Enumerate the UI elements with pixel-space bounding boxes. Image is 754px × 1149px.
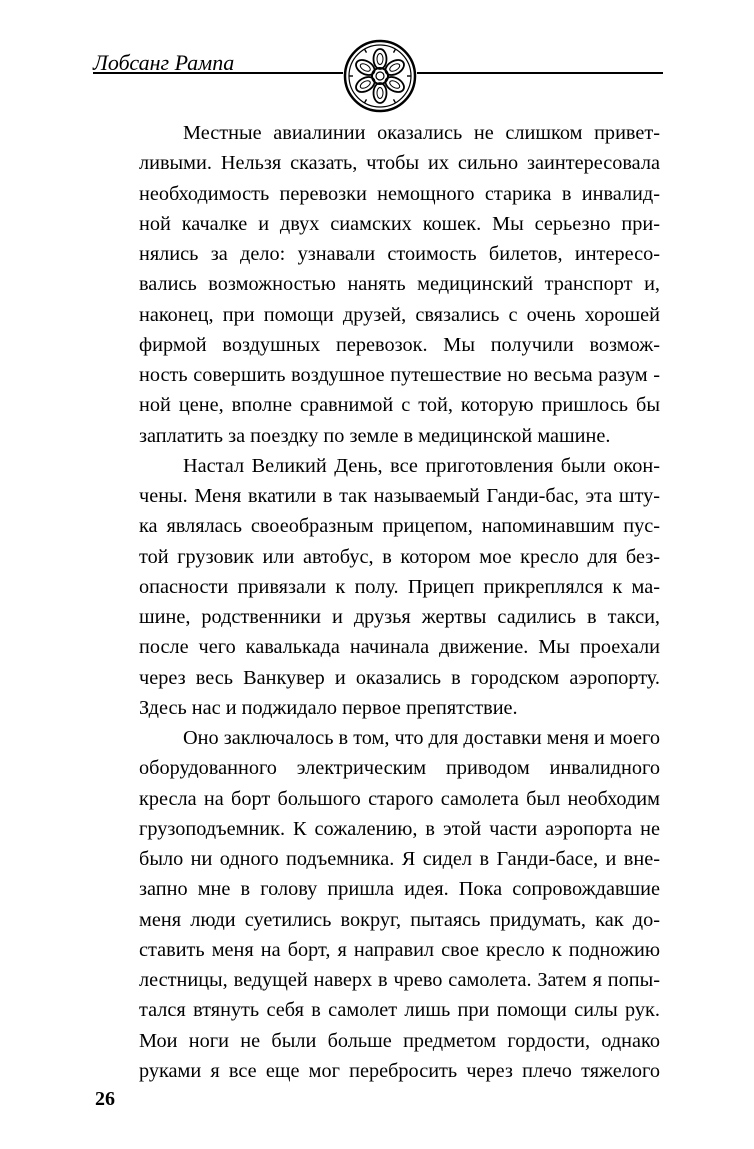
header-rule-right (417, 72, 663, 74)
text-line: лестницы, ведущей наверх в чрево самолета. Затем я попы- (139, 969, 660, 991)
text-line: фирмой воздушных перевозок. Мы получили возмож- (139, 333, 660, 356)
paragraph-2 (95, 451, 660, 723)
running-header-author: Лобсанг Рампа (93, 50, 235, 75)
text-line: руками я все еще мог перебросить через плечо тяжелого (139, 1059, 660, 1082)
text-line: Оно заключалось в том, что для доставки меня и моего (183, 727, 660, 749)
text-line: той грузовик или автобус, в котором мое кресло для без- (139, 545, 660, 568)
text-line: нялись за дело: узнавали стоимость билетов, интересо- (139, 243, 660, 265)
text-line: чены. Меня вкатили в так называемый Ганди-бас, эта шту- (139, 485, 660, 507)
text-line: было ни одного подъемника. Я сидел в Ганди-басе, и вне- (139, 848, 660, 870)
text-line: меня люди суетились вокруг, пытаясь придумать, как до- (139, 908, 660, 931)
text-line: ной качалке и двух сиамских кошек. Мы серьезно при- (139, 212, 660, 235)
text-line: ка являлась своеобразным прицепом, напоминавшим пус- (139, 515, 660, 538)
text-line: кресла на борт большого старого самолета был необходим (139, 787, 660, 810)
text-line: наконец, при помощи друзей, связались с очень хорошей (139, 303, 660, 326)
text-line: Настал Великий День, все приготовления были окон- (183, 454, 660, 477)
text-line: после чего кавалькада начинала движение. Мы проехали (139, 636, 660, 659)
text-line: опасности привязали к полу. Прицеп прикреплялся к ма- (139, 575, 660, 598)
text-line: ставить меня на борт, я направил свое кресло к подножию (139, 938, 660, 961)
rosette-ornament-icon (342, 38, 418, 114)
text-line: оборудованного электрическим приводом инвалидного (139, 757, 660, 780)
text-line: запно мне в голову пришла идея. Пока сопровождавшие (139, 878, 660, 901)
text-line: тался втянуть себя в самолет лишь при помощи силы рук. (139, 999, 660, 1022)
text-line: шине, родственники и друзья жертвы садились в такси, (139, 606, 660, 628)
text-line: ной цене, вполне сравнимой с той, которую пришлось бы (139, 394, 660, 417)
paragraph-3 (95, 723, 660, 1086)
header-rule-left (93, 72, 343, 74)
text-line: Мои ноги не были больше предметом гордости, однако (139, 1029, 660, 1052)
text-line: заплатить за поездку по земле в медицинской машине. (139, 424, 611, 447)
text-line: Здесь нас и поджидало первое препятствие. (139, 696, 518, 719)
text-line: Местные авиалинии оказались не слишком привет- (183, 122, 660, 144)
page-number: 26 (95, 1088, 115, 1110)
text-line: грузоподъемник. К сожалению, в этой части аэропорта не (139, 817, 660, 840)
text-line: ливыми. Нельзя сказать, чтобы их сильно заинтересовала (139, 152, 660, 175)
text-line: ность совершить воздушное путешествие но весьма разум - (139, 364, 660, 386)
text-line: через весь Ванкувер и оказались в городском аэропорту. (139, 666, 660, 689)
paragraph-1 (95, 118, 660, 451)
body-text (95, 118, 660, 1086)
text-line: необходимость перевозки немощного старика в инвалид- (139, 182, 660, 205)
text-line: вались возможностью нанять медицинский транспорт и, (139, 273, 660, 296)
